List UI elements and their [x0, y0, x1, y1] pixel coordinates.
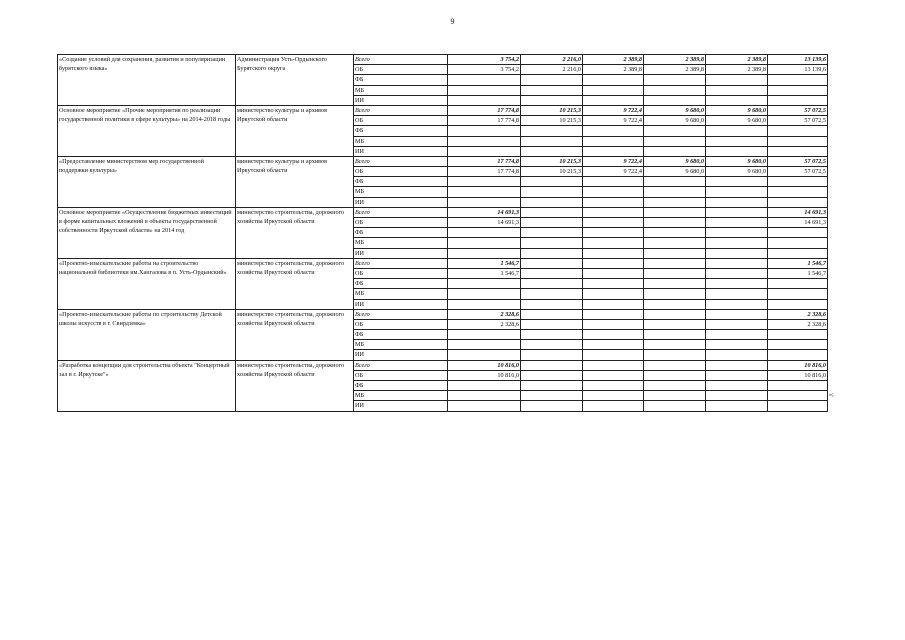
amount-cell: 9 680,0: [644, 167, 706, 177]
amount-cell: [448, 289, 521, 299]
funding-source-cell: Всего: [354, 309, 448, 319]
amount-cell: [448, 75, 521, 85]
amount-cell: 9 722,4: [583, 116, 644, 126]
amount-cell: [644, 187, 706, 197]
table-row-total: [58, 258, 828, 268]
amount-cell: [583, 85, 644, 95]
amount-cell: [706, 218, 768, 228]
sum-total-cell: [768, 340, 828, 350]
amount-cell: [448, 401, 521, 411]
amount-cell: [521, 360, 583, 370]
funding-source-cell: ОБ: [354, 167, 448, 177]
amount-cell: 3 754,2: [448, 65, 521, 75]
amount-cell: [706, 299, 768, 309]
amount-cell: [706, 238, 768, 248]
activity-name-cell: «Создание условий для сохранения, развития и популяризации бурятского языка»: [58, 55, 236, 106]
amount-cell: [644, 258, 706, 268]
amount-cell: [706, 330, 768, 340]
sum-total-cell: 1 546,7: [768, 258, 828, 268]
amount-cell: [706, 350, 768, 360]
executor-cell: Администрация Усть-Ордынского Бурятского округа: [236, 55, 354, 106]
amount-cell: 17 774,8: [448, 156, 521, 166]
sum-total-cell: 57 072,5: [768, 116, 828, 126]
sum-total-cell: [768, 381, 828, 391]
sum-total-cell: [768, 177, 828, 187]
page-number: 9: [450, 17, 455, 26]
funding-source-cell: МБ: [354, 187, 448, 197]
funding-source-cell: ФБ: [354, 381, 448, 391]
amount-cell: 2 328,6: [448, 309, 521, 319]
amount-cell: [644, 248, 706, 258]
amount-cell: 1 546,7: [448, 268, 521, 278]
sum-total-cell: [768, 279, 828, 289]
funding-source-cell: ФБ: [354, 177, 448, 187]
activity-name-cell: «Проектно-изыскательские работы на строительство национальной библиотеки им.Хангалова в п. Усть-Ордынский»: [58, 258, 236, 309]
funding-source-cell: МБ: [354, 289, 448, 299]
amount-cell: [521, 95, 583, 105]
amount-cell: [583, 187, 644, 197]
amount-cell: 9 722,4: [583, 167, 644, 177]
amount-cell: [583, 228, 644, 238]
funding-source-cell: ИИ: [354, 401, 448, 411]
sum-total-cell: 57 072,5: [768, 156, 828, 166]
amount-cell: [706, 177, 768, 187]
amount-cell: 9 680,0: [644, 116, 706, 126]
table-row-total: [58, 309, 828, 319]
executor-cell: министерство культуры и архивов Иркутской области: [236, 156, 354, 207]
amount-cell: [583, 238, 644, 248]
amount-cell: [521, 187, 583, 197]
amount-cell: [583, 95, 644, 105]
amount-cell: 2 389,8: [583, 55, 644, 65]
amount-cell: [448, 391, 521, 401]
amount-cell: [521, 391, 583, 401]
amount-cell: 10 215,3: [521, 116, 583, 126]
table-row-total: [58, 156, 828, 166]
amount-cell: [644, 360, 706, 370]
amount-cell: [644, 370, 706, 380]
amount-cell: [706, 319, 768, 329]
sum-total-cell: 2 328,6: [768, 309, 828, 319]
sum-total-cell: [768, 75, 828, 85]
amount-cell: [521, 228, 583, 238]
amount-cell: [521, 238, 583, 248]
amount-cell: [448, 95, 521, 105]
amount-cell: [448, 146, 521, 156]
sum-total-cell: 14 691,3: [768, 207, 828, 217]
amount-cell: [448, 85, 521, 95]
sum-total-cell: [768, 85, 828, 95]
amount-cell: 2 216,0: [521, 65, 583, 75]
activity-name-cell: Основное мероприятие «Прочие мероприятия по реализации государственной политики в сфере культуры» на 2014-2018 годы: [58, 105, 236, 156]
amount-cell: [521, 197, 583, 207]
amount-cell: 1 546,7: [448, 258, 521, 268]
amount-cell: 17 774,8: [448, 105, 521, 115]
amount-cell: [521, 330, 583, 340]
amount-cell: 3 754,2: [448, 55, 521, 65]
funding-source-cell: Всего: [354, 360, 448, 370]
amount-cell: [644, 146, 706, 156]
amount-cell: 9 680,0: [706, 167, 768, 177]
sum-total-cell: [768, 299, 828, 309]
amount-cell: 10 215,3: [521, 167, 583, 177]
amount-cell: [521, 340, 583, 350]
amount-cell: 17 774,8: [448, 116, 521, 126]
executor-cell: министерство культуры и архивов Иркутской области: [236, 105, 354, 156]
funding-source-cell: МБ: [354, 136, 448, 146]
amount-cell: [521, 279, 583, 289]
amount-cell: [583, 75, 644, 85]
amount-cell: [583, 309, 644, 319]
activity-name-cell: «Проектно-изыскательские работы по строительству Детской школы искусств в г. Свирдзевка»: [58, 309, 236, 360]
sum-total-cell: 57 072,5: [768, 105, 828, 115]
amount-cell: [448, 197, 521, 207]
amount-cell: 2 216,0: [521, 55, 583, 65]
amount-cell: [644, 381, 706, 391]
amount-cell: [521, 289, 583, 299]
amount-cell: [521, 146, 583, 156]
amount-cell: [644, 197, 706, 207]
amount-cell: [644, 340, 706, 350]
funding-source-cell: ФБ: [354, 126, 448, 136]
sum-total-cell: [768, 187, 828, 197]
amount-cell: [448, 136, 521, 146]
table-row-total: [58, 55, 828, 65]
amount-cell: 17 774,8: [448, 167, 521, 177]
amount-cell: [448, 238, 521, 248]
sum-total-cell: 57 072,5: [768, 167, 828, 177]
amount-cell: [583, 207, 644, 217]
funding-source-cell: МБ: [354, 340, 448, 350]
amount-cell: [706, 248, 768, 258]
amount-cell: 9 680,0: [706, 116, 768, 126]
amount-cell: [521, 370, 583, 380]
amount-cell: 9 680,0: [644, 156, 706, 166]
sum-total-cell: [768, 401, 828, 411]
amount-cell: [644, 268, 706, 278]
amount-cell: [448, 381, 521, 391]
amount-cell: [644, 126, 706, 136]
funding-source-cell: ФБ: [354, 75, 448, 85]
sum-total-cell: [768, 248, 828, 258]
sum-total-cell: 10 816,0: [768, 360, 828, 370]
amount-cell: 2 389,8: [644, 55, 706, 65]
executor-cell: министерство строительства, дорожного хозяйства Иркутской области: [236, 258, 354, 309]
funding-source-cell: МБ: [354, 238, 448, 248]
amount-cell: [448, 330, 521, 340]
amount-cell: [583, 401, 644, 411]
amount-cell: 2 389,8: [706, 55, 768, 65]
amount-cell: [521, 401, 583, 411]
funding-source-cell: ОБ: [354, 319, 448, 329]
table-row-total: [58, 360, 828, 370]
funding-source-cell: ФБ: [354, 330, 448, 340]
table-body: [58, 55, 828, 412]
amount-cell: [706, 309, 768, 319]
amount-cell: 14 691,3: [448, 218, 521, 228]
activity-name-cell: «Разработка концепции для строительства объекта "Концертный зал в г. Иркутске"»: [58, 360, 236, 411]
funding-source-cell: МБ: [354, 85, 448, 95]
sum-total-cell: [768, 238, 828, 248]
amount-cell: [583, 381, 644, 391]
amount-cell: [583, 218, 644, 228]
funding-source-cell: ИИ: [354, 299, 448, 309]
amount-cell: [521, 299, 583, 309]
amount-cell: [521, 268, 583, 278]
amount-cell: 14 691,3: [448, 207, 521, 217]
funding-source-cell: ФБ: [354, 279, 448, 289]
amount-cell: [583, 391, 644, 401]
amount-cell: [706, 401, 768, 411]
amount-cell: [448, 187, 521, 197]
amount-cell: 2 389,8: [583, 65, 644, 75]
amount-cell: 2 328,6: [448, 319, 521, 329]
sum-total-cell: [768, 350, 828, 360]
amount-cell: [706, 268, 768, 278]
amount-cell: [644, 289, 706, 299]
amount-cell: [583, 177, 644, 187]
amount-cell: [448, 248, 521, 258]
amount-cell: [448, 177, 521, 187]
amount-cell: [521, 136, 583, 146]
amount-cell: [583, 340, 644, 350]
amount-cell: 10 816,0: [448, 370, 521, 380]
amount-cell: [706, 370, 768, 380]
funding-source-cell: ФБ: [354, 228, 448, 238]
funding-source-cell: ИИ: [354, 350, 448, 360]
amount-cell: [583, 330, 644, 340]
amount-cell: [644, 177, 706, 187]
table-row-total: [58, 207, 828, 217]
amount-cell: 9 680,0: [706, 156, 768, 166]
amount-cell: [583, 350, 644, 360]
sum-total-cell: [768, 330, 828, 340]
amount-cell: [521, 248, 583, 258]
activity-name-cell: Основное мероприятие «Осуществление бюджетных инвестиций в форме капитальных вложений в объекты государственной собственности Иркутской области» на 2014 год: [58, 207, 236, 258]
table-row-total: [58, 105, 828, 115]
amount-cell: [521, 207, 583, 217]
sum-total-cell: [768, 197, 828, 207]
amount-cell: [644, 330, 706, 340]
amount-cell: [583, 289, 644, 299]
funding-source-cell: ОБ: [354, 370, 448, 380]
sum-total-cell: 14 691,3: [768, 218, 828, 228]
amount-cell: [706, 289, 768, 299]
amount-cell: [706, 95, 768, 105]
amount-cell: [448, 228, 521, 238]
executor-cell: министерство строительства, дорожного хозяйства Иркутской области: [236, 309, 354, 360]
sum-total-cell: [768, 136, 828, 146]
sum-total-cell: [768, 126, 828, 136]
sum-total-cell: [768, 95, 828, 105]
sum-total-cell: [768, 289, 828, 299]
amount-cell: [644, 279, 706, 289]
sum-total-cell: 13 139,6: [768, 55, 828, 65]
amount-cell: [644, 218, 706, 228]
amount-cell: [706, 360, 768, 370]
amount-cell: [644, 207, 706, 217]
amount-cell: [706, 279, 768, 289]
funding-source-cell: Всего: [354, 258, 448, 268]
amount-cell: [583, 370, 644, 380]
amount-cell: [706, 207, 768, 217]
amount-cell: 9 680,0: [644, 105, 706, 115]
amount-cell: [521, 350, 583, 360]
amount-cell: [644, 75, 706, 85]
amount-cell: [583, 268, 644, 278]
amount-cell: [583, 136, 644, 146]
amount-cell: 9 680,0: [706, 105, 768, 115]
amount-cell: [583, 146, 644, 156]
funding-source-cell: ОБ: [354, 268, 448, 278]
amount-cell: [583, 248, 644, 258]
amount-cell: [706, 75, 768, 85]
sum-total-cell: [768, 228, 828, 238]
amount-cell: [644, 136, 706, 146]
amount-cell: [644, 95, 706, 105]
amount-cell: 9 722,4: [583, 105, 644, 115]
sum-total-cell: 13 139,6: [768, 65, 828, 75]
amount-cell: [644, 238, 706, 248]
amount-cell: [448, 340, 521, 350]
amount-cell: [521, 218, 583, 228]
amount-cell: 2 389,8: [644, 65, 706, 75]
amount-cell: [521, 319, 583, 329]
amount-cell: [521, 381, 583, 391]
funding-source-cell: МБ: [354, 391, 448, 401]
sum-total-cell: 10 816,0: [768, 370, 828, 380]
amount-cell: [706, 146, 768, 156]
amount-cell: [644, 309, 706, 319]
amount-cell: [644, 391, 706, 401]
amount-cell: [706, 197, 768, 207]
amount-cell: [583, 299, 644, 309]
amount-cell: [583, 360, 644, 370]
amount-cell: [706, 85, 768, 95]
amount-cell: [644, 85, 706, 95]
amount-cell: [706, 136, 768, 146]
amount-cell: [706, 340, 768, 350]
amount-cell: 2 389,8: [706, 65, 768, 75]
sum-total-cell: [768, 146, 828, 156]
sum-total-cell: [768, 391, 828, 401]
amount-cell: [583, 126, 644, 136]
funding-source-cell: Всего: [354, 156, 448, 166]
funding-source-cell: ИИ: [354, 95, 448, 105]
executor-cell: министерство строительства, дорожного хозяйства Иркутской области: [236, 207, 354, 258]
amount-cell: [583, 258, 644, 268]
amount-cell: [521, 258, 583, 268]
amount-cell: [706, 381, 768, 391]
funding-source-cell: ИИ: [354, 146, 448, 156]
amount-cell: [448, 279, 521, 289]
amount-cell: [448, 350, 521, 360]
amount-cell: [644, 299, 706, 309]
amount-cell: [706, 126, 768, 136]
executor-cell: министерство строительства, дорожного хозяйства Иркутской области: [236, 360, 354, 411]
amount-cell: [644, 319, 706, 329]
funding-source-cell: ОБ: [354, 65, 448, 75]
funding-source-cell: ОБ: [354, 218, 448, 228]
amount-cell: [583, 279, 644, 289]
amount-cell: [706, 391, 768, 401]
amount-cell: [448, 299, 521, 309]
amount-cell: [644, 350, 706, 360]
amount-cell: [448, 126, 521, 136]
amount-cell: [521, 75, 583, 85]
amount-cell: [521, 85, 583, 95]
amount-cell: [583, 319, 644, 329]
funding-source-cell: Всего: [354, 55, 448, 65]
amount-cell: [706, 187, 768, 197]
activity-name-cell: «Предоставление министерством мер государственной поддержки культуры»: [58, 156, 236, 207]
amount-cell: [706, 228, 768, 238]
funding-source-cell: ИИ: [354, 197, 448, 207]
funding-source-cell: Всего: [354, 207, 448, 217]
amount-cell: 9 722,4: [583, 156, 644, 166]
funding-source-cell: ИИ: [354, 248, 448, 258]
end-mark: »;: [829, 392, 834, 398]
funding-source-cell: ОБ: [354, 116, 448, 126]
amount-cell: 10 215,3: [521, 105, 583, 115]
amount-cell: 10 816,0: [448, 360, 521, 370]
amount-cell: [521, 126, 583, 136]
amount-cell: 10 215,3: [521, 156, 583, 166]
amount-cell: [521, 177, 583, 187]
budget-table: [57, 54, 828, 412]
amount-cell: [583, 197, 644, 207]
funding-source-cell: Всего: [354, 105, 448, 115]
amount-cell: [521, 309, 583, 319]
amount-cell: [644, 228, 706, 238]
amount-cell: [706, 258, 768, 268]
sum-total-cell: 2 328,6: [768, 319, 828, 329]
amount-cell: [644, 401, 706, 411]
sum-total-cell: 1 546,7: [768, 268, 828, 278]
